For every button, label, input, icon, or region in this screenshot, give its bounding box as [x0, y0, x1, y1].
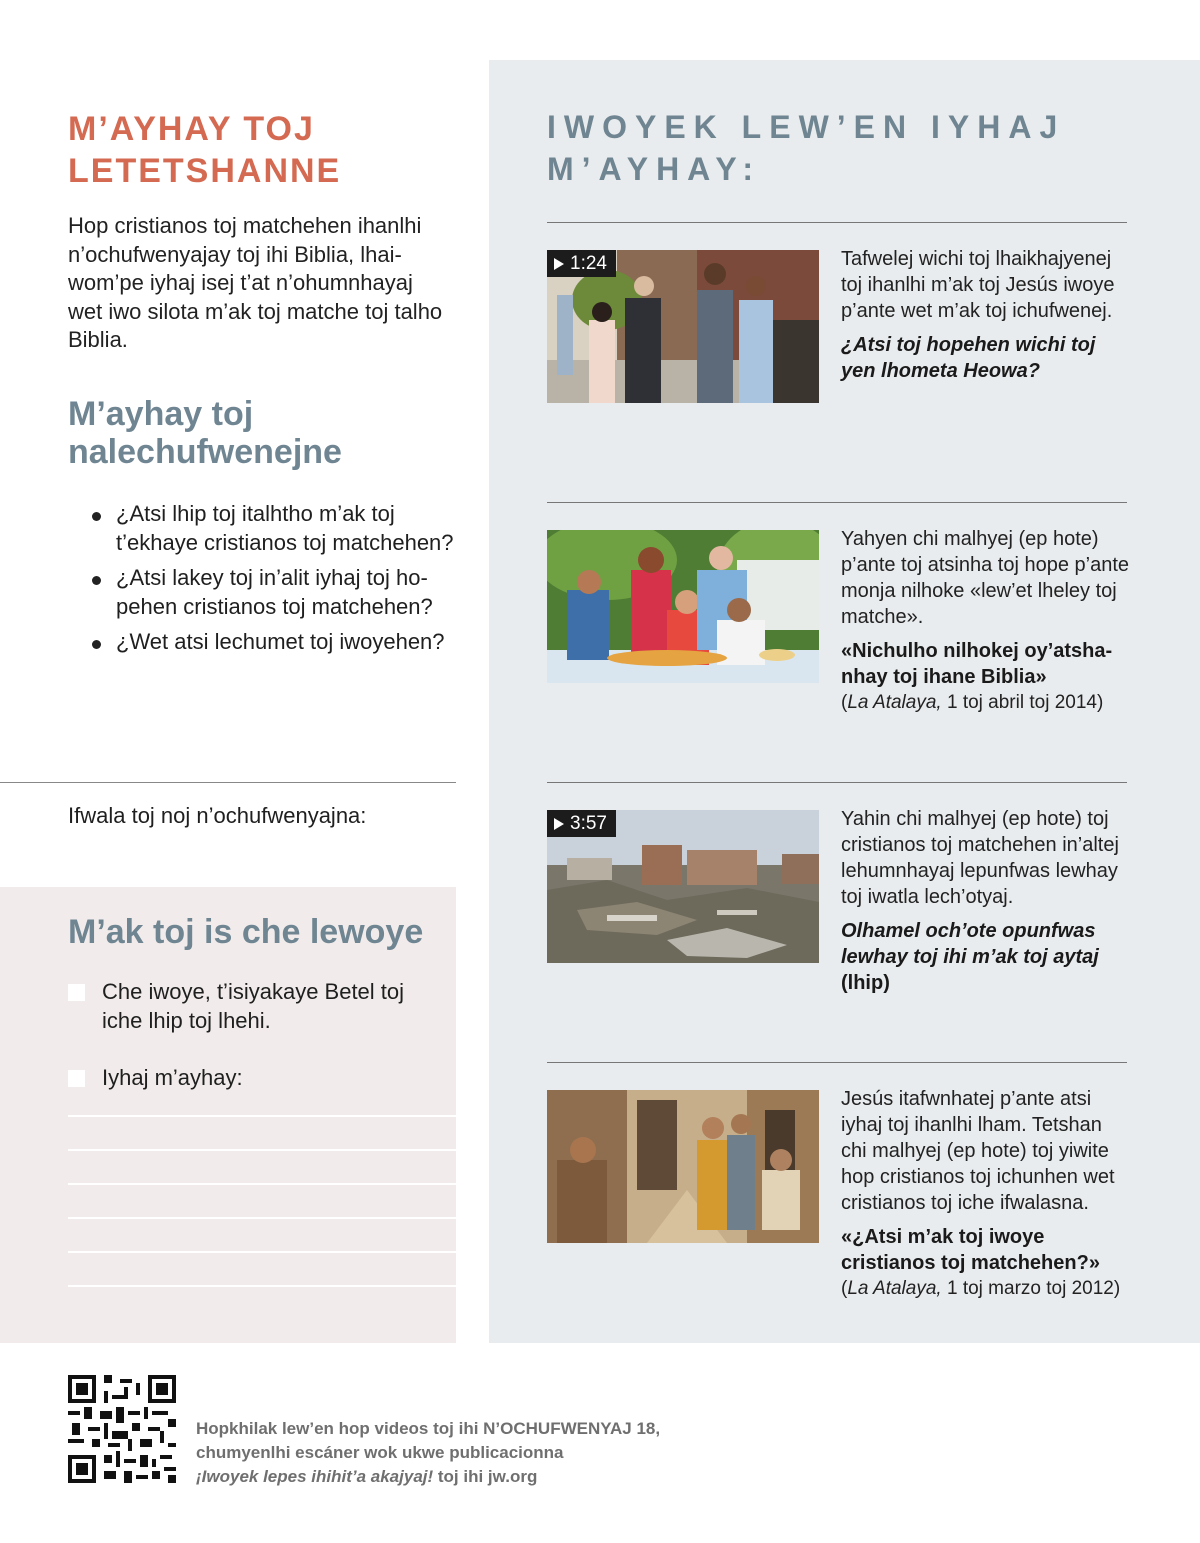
footer-note: Hopkhilak lew’en hop videos toj ihi N’OCHUFWENYAJ 18, chumyenlhi escáner wok ukwe publicacionna ¡Iwoyek lepes ihihit’a akajyaj! toj ihi jw.org — [196, 1419, 661, 1486]
writing-line[interactable] — [68, 1183, 456, 1185]
resource-link[interactable]: Olhamel och’ote opunfwas lewhay toj ihi m’ak toj aytaj — [841, 920, 1099, 968]
resource-item-4 — [841, 1086, 1131, 1302]
play-icon — [554, 258, 564, 270]
footer-link[interactable]: ¡Iwoyek lepes ihihit’a akajyaj! — [196, 1467, 434, 1486]
question-list — [92, 500, 457, 664]
checkbox-icon[interactable] — [68, 984, 85, 1001]
jesus-teaching-painting — [547, 1090, 819, 1243]
video-thumbnail[interactable] — [547, 810, 819, 963]
article-thumbnail[interactable] — [547, 530, 819, 683]
checkbox-option-2[interactable] — [68, 1064, 448, 1093]
writing-line[interactable] — [68, 1149, 456, 1151]
resource-link[interactable]: «Nichulho nilhokej oy’atshanhay toj ihane Biblia» — [841, 640, 1113, 688]
resource-source: (La Atalaya, 1 toj marzo toj 2012) — [841, 1278, 1121, 1299]
bullet-icon — [92, 512, 101, 521]
notes-label: Ifwala toj noj n’ochufwenyajna: — [68, 803, 367, 828]
article-thumbnail[interactable] — [547, 1090, 819, 1243]
resource-description: Tafwelej wichi toj lhaikhajyenej toj ihanlhi m’ak toj Jesús iwoye p’ante wet m’ak toj ichufwenej. — [841, 248, 1115, 322]
resource-type: (lhip) — [841, 972, 890, 994]
resource-description: Yahyen chi malhyej (ep hote) p’ante toj atsinha toj hope p’ante monja nilhoke «lew’et lheley toj matche». — [841, 528, 1129, 628]
resource-source: (La Atalaya, 1 toj abril toj 2014) — [841, 692, 1104, 713]
bullet-icon — [92, 576, 101, 585]
divider — [547, 782, 1127, 783]
checkbox-icon[interactable] — [68, 1070, 85, 1087]
video-duration-badge: 3:57 — [547, 810, 616, 837]
more-title: IWOYEK LEW’EN IYHAJ M’AYHAY: — [547, 109, 1066, 187]
resource-description: Jesús itafwnhatej p’ante atsi iyhaj toj ihanlhi lham. Tetshan chi malhyej (ep hote) toj yiwite hop cristianos toj ichunhen wet cristianos toj iche ifwalasna. — [841, 1088, 1115, 1214]
resource-item-3 — [841, 806, 1131, 996]
writing-line[interactable] — [68, 1115, 456, 1117]
question-item: ¿Wet atsi lechumet toj iwoyehen? — [92, 628, 457, 657]
resource-item-1 — [841, 246, 1131, 384]
resource-link[interactable]: «¿Atsi m’ak toj iwoye cristianos toj matchehen?» — [841, 1226, 1100, 1274]
question-item: ¿Atsi lhip toj italhtho m’ak toj t’ekhaye cristianos toj matchehen? — [92, 500, 457, 557]
writing-line[interactable] — [68, 1285, 456, 1287]
video-duration-badge: 1:24 — [547, 250, 616, 277]
divider — [0, 782, 456, 783]
divider — [547, 502, 1127, 503]
divider — [547, 1062, 1127, 1063]
resource-link[interactable]: ¿Atsi toj hopehen wichi toj yen lhometa Heowa? — [841, 334, 1096, 382]
question-item: ¿Atsi lakey toj in’alit iyhaj toj hopehen cristianos toj matchehen? — [92, 564, 457, 621]
discussion-title: M’ayhay toj nalechufwenejne — [68, 395, 342, 471]
checkbox-label: Iyhaj m’ayhay: — [102, 1065, 243, 1090]
writing-line[interactable] — [68, 1217, 456, 1219]
bullet-icon — [92, 640, 101, 649]
section-title: M’AYHAY TOJ LETETSHANNE — [68, 110, 342, 190]
checklist-title: M’ak toj is che lewoye — [68, 913, 424, 951]
qr-code-icon[interactable] — [68, 1375, 176, 1483]
play-icon — [554, 818, 564, 830]
checkbox-option-1[interactable] — [68, 978, 448, 1035]
family-meal-image — [547, 530, 819, 683]
video-thumbnail[interactable] — [547, 250, 819, 403]
resource-description: Yahin chi malhyej (ep hote) toj cristianos toj matchehen in’altej lehumnhayaj lepunfwas lewhay toj iwatla lech’otyaj. — [841, 808, 1119, 908]
intro-paragraph: Hop cristianos toj matchehen ihanlhi n’ochufwenyajay toj ihi Biblia, lhaiwom’pe iyhaj isej t’at n’ohumnhayaj wet iwo silota m’ak toj matche toj talho Biblia. — [68, 213, 443, 352]
divider — [547, 222, 1127, 223]
resource-item-2 — [841, 526, 1131, 716]
writing-line[interactable] — [68, 1251, 456, 1253]
checkbox-label: Che iwoye, t’isiyakaye Betel toj iche lhip toj lhehi. — [102, 979, 405, 1033]
